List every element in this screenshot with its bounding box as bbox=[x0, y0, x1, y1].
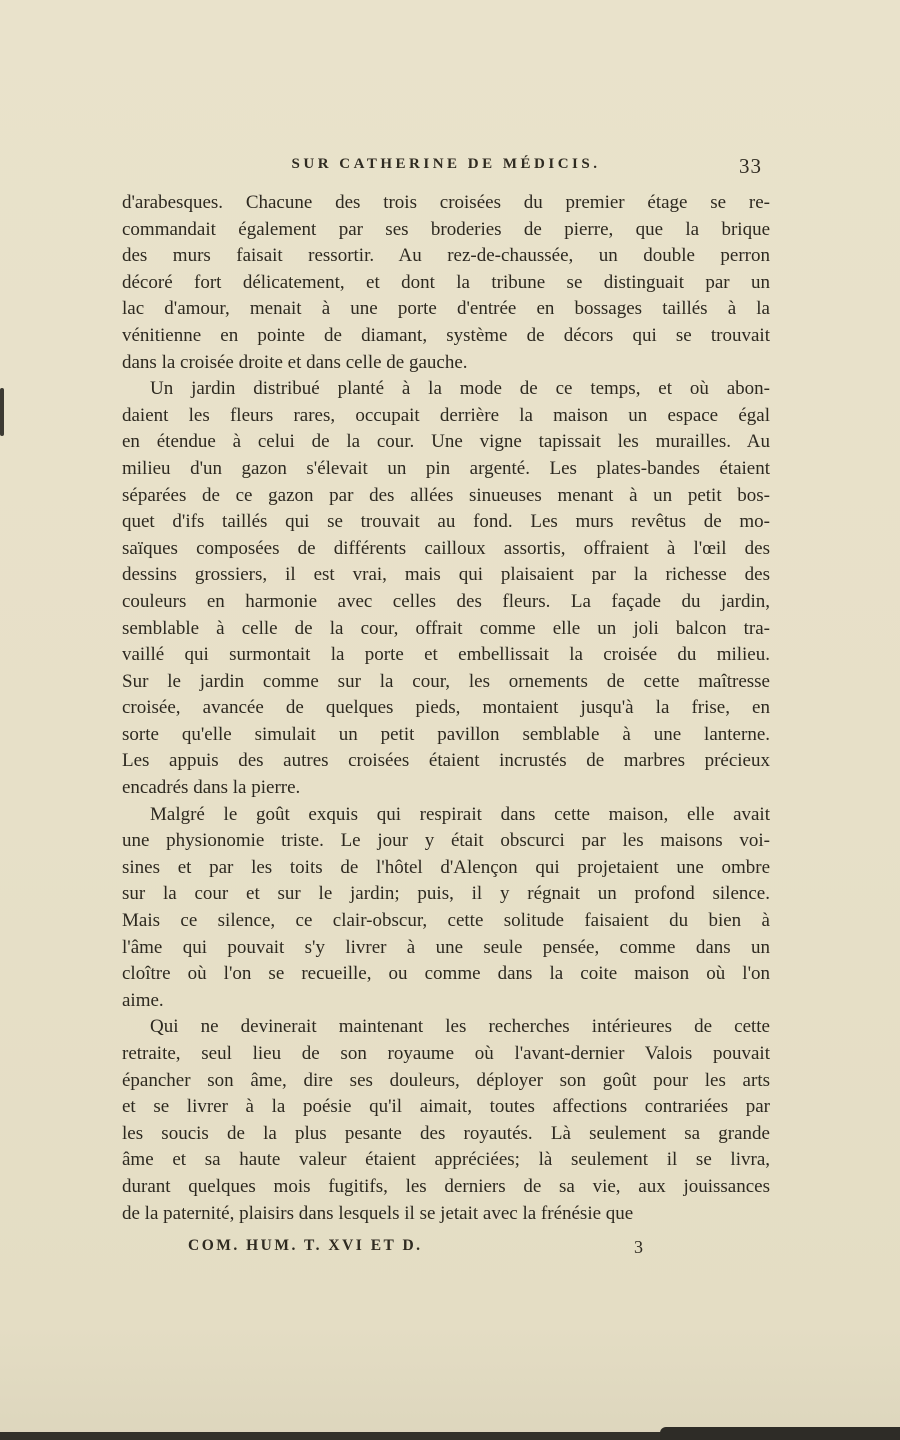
text-line: quet d'ifs taillés qui se trouvait au fond. Les murs revêtus de mo- bbox=[122, 511, 770, 533]
text-line: retraite, seul lieu de son royaume où l'avant-dernier Valois pouvait bbox=[122, 1043, 770, 1064]
text-line: sorte qu'elle simulait un petit pavillon semblable à une lanterne. bbox=[122, 723, 770, 745]
text-line: l'âme qui pouvait s'y livrer à une seule pensée, comme dans un bbox=[122, 936, 770, 958]
text-line: encadrés dans la pierre. bbox=[122, 777, 301, 799]
text-line: milieu d'un gazon s'élevait un pin argenté. Les plates-bandes étaient bbox=[122, 457, 770, 479]
text-line: les soucis de la plus pesante des royautés. Là seulement sa grande bbox=[122, 1122, 770, 1144]
footer-signature: COM. HUM. T. XVI ET D. bbox=[188, 1237, 423, 1254]
scan-edge-mark bbox=[0, 388, 4, 436]
paragraph bbox=[122, 376, 770, 802]
text-line: une physionomie triste. Le jour y était obscurci par les maisons voi- bbox=[122, 830, 770, 852]
text-line: sines et par les toits de l'hôtel d'Alençon qui projetaient une ombre bbox=[122, 856, 770, 878]
page-number: 33 bbox=[739, 154, 762, 178]
page-body bbox=[122, 190, 770, 1227]
paragraph bbox=[122, 1014, 770, 1227]
text-line: dans la croisée droite et dans celle de gauche. bbox=[122, 351, 468, 373]
text-line: des murs faisait ressortir. Au rez-de-chaussée, un double perron bbox=[122, 245, 770, 267]
page-header bbox=[122, 156, 770, 180]
text-line: daient les fleurs rares, occupait derrière la maison un espace égal bbox=[122, 404, 770, 426]
text-line: Mais ce silence, ce clair-obscur, cette solitude faisaient du bien à bbox=[122, 910, 770, 932]
text-line: et se livrer à la poésie qu'il aimait, toutes affections contrariées par bbox=[122, 1096, 770, 1118]
text-line: vaillé qui surmontait la porte et embellissait la croisée du milieu. bbox=[122, 644, 770, 666]
footer-sheet-number: 3 bbox=[634, 1237, 643, 1257]
paragraph bbox=[122, 190, 770, 376]
text-line: sur la cour et sur le jardin; puis, il y régnait un profond silence. bbox=[122, 883, 770, 905]
text-line: Sur le jardin comme sur la cour, les ornements de cette maîtresse bbox=[122, 670, 770, 692]
text-line: séparées de ce gazon par des allées sinueuses menant à un petit bos- bbox=[122, 484, 770, 506]
text-line: Un jardin distribué planté à la mode de ce temps, et où abon- bbox=[150, 378, 770, 400]
running-title: SUR CATHERINE DE MÉDICIS. bbox=[291, 156, 601, 172]
text-line: épancher son âme, dire ses douleurs, déployer son goût pour les arts bbox=[122, 1069, 770, 1091]
text-line: de la paternité, plaisirs dans lesquels il se jetait avec la frénésie que bbox=[122, 1202, 634, 1224]
text-line: Malgré le goût exquis qui respirait dans cette maison, elle avait bbox=[150, 803, 770, 825]
text-line: âme et sa haute valeur étaient appréciées; là seulement il se livra, bbox=[122, 1149, 770, 1171]
scan-bottom-right-edge bbox=[660, 1427, 900, 1440]
text-line: saïques composées de différents cailloux assortis, offraient à l'œil des bbox=[122, 537, 770, 559]
page-footer bbox=[122, 1237, 770, 1261]
text-line: cloître où l'on se recueille, ou comme dans la coite maison où l'on bbox=[122, 963, 770, 985]
text-line: décoré fort délicatement, et dont la tribune se distinguait par un bbox=[122, 271, 770, 293]
text-line: dessins grossiers, il est vrai, mais qui plaisaient par la richesse des bbox=[122, 564, 770, 586]
text-line: en étendue à celui de la cour. Une vigne tapissait les murailles. Au bbox=[122, 431, 770, 453]
text-line: semblable à celle de la cour, offrait comme elle un joli balcon tra- bbox=[122, 617, 770, 639]
text-line: vénitienne en pointe de diamant, système de décors qui se trouvait bbox=[122, 324, 770, 346]
text-line: durant quelques mois fugitifs, les derniers de sa vie, aux jouissances bbox=[122, 1175, 770, 1197]
text-line: couleurs en harmonie avec celles des fleurs. La façade du jardin, bbox=[122, 590, 770, 612]
text-line: croisée, avancée de quelques pieds, montaient jusqu'à la frise, en bbox=[122, 697, 770, 719]
text-line: Les appuis des autres croisées étaient incrustés de marbres précieux bbox=[122, 750, 770, 772]
text-line: Qui ne devinerait maintenant les recherches intérieures de cette bbox=[150, 1016, 770, 1038]
paragraph bbox=[122, 802, 770, 1015]
text-line: lac d'amour, menait à une porte d'entrée en bossages taillés à la bbox=[122, 298, 770, 320]
text-line: d'arabesques. Chacune des trois croisées du premier étage se re- bbox=[122, 192, 770, 213]
text-line: aime. bbox=[122, 989, 164, 1011]
text-line: commandait également par ses broderies de pierre, que la brique bbox=[122, 218, 770, 240]
